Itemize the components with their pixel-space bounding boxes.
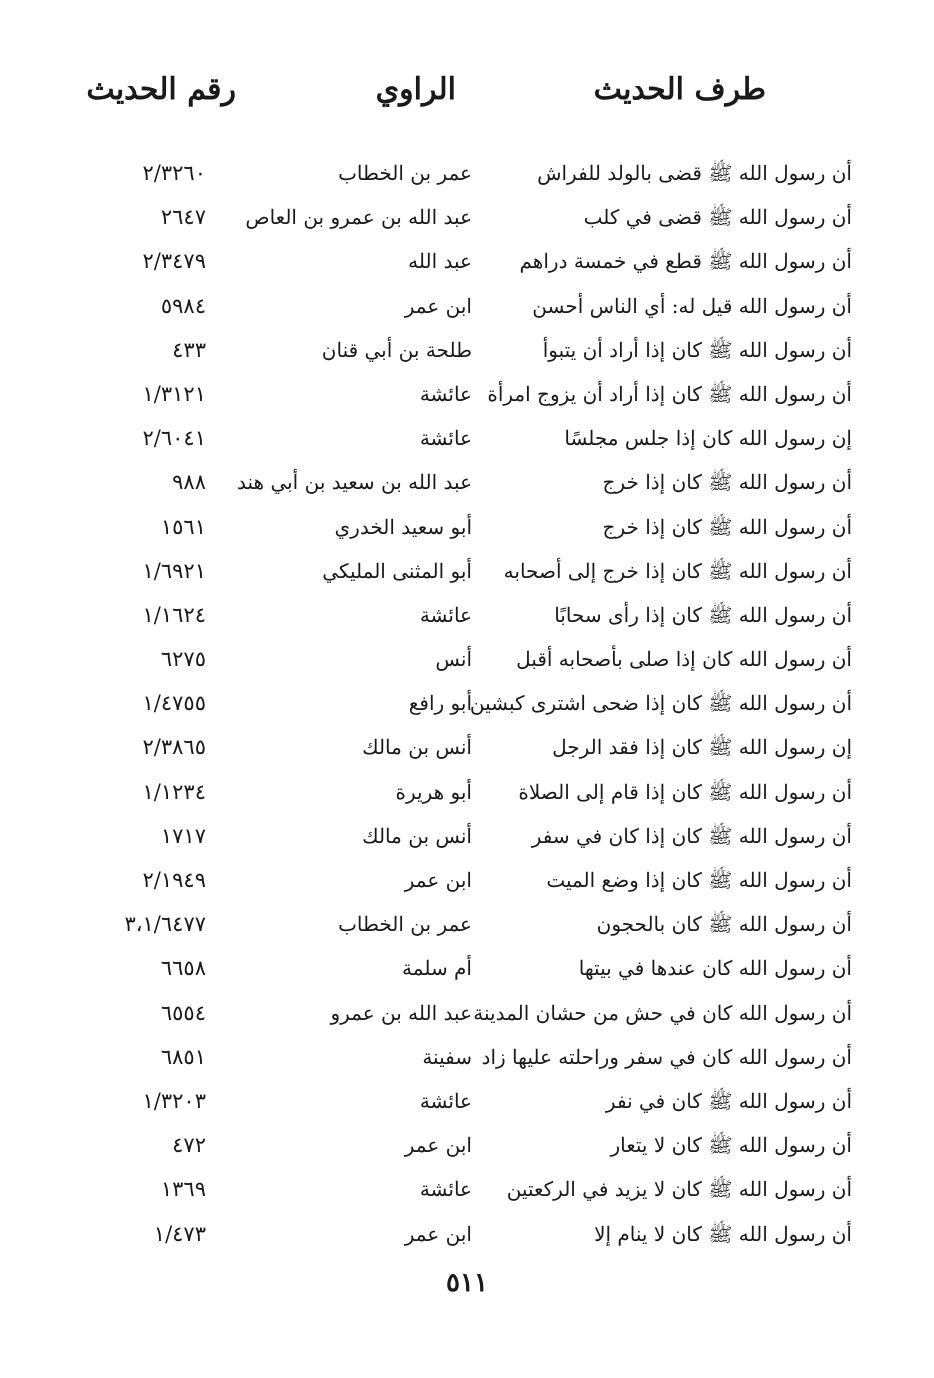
hadith-number: ١٧١٧ [160, 823, 206, 848]
index-row [0, 461, 934, 505]
hadith-number: ٦٥٥٤ [160, 1000, 206, 1025]
hadith-number: ١٣٦٩ [160, 1177, 206, 1202]
hadith-number: ١/٣٢٠٣ [142, 1088, 206, 1113]
hadith-number: ١/٤٧٥٥ [142, 691, 206, 716]
narrator-name: أنس بن مالك [362, 735, 472, 760]
hadith-text: أن رسول الله ﷺ قطع في خمسة دراهم [519, 249, 852, 274]
table-header [0, 72, 934, 128]
hadith-number: ٣،١/٦٤٧٧ [124, 912, 206, 937]
index-row [0, 373, 934, 417]
index-row [0, 506, 934, 550]
narrator-name: أنس [435, 647, 472, 672]
hadith-text: أن رسول الله كان في حش من حشان المدينة [473, 1000, 852, 1025]
hadith-text: أن رسول الله ﷺ كان لا يتعار [610, 1133, 852, 1158]
hadith-text: أن رسول الله ﷺ كان إذا أراد أن يزوج امرأة [487, 381, 852, 406]
hadith-number: ١/٣١٢١ [142, 381, 206, 406]
hadith-text: أن رسول الله ﷺ قضى بالولد للفراش [537, 161, 852, 185]
index-row [0, 152, 934, 196]
hadith-text: أن رسول الله ﷺ كان إذا خرج [602, 514, 852, 539]
hadith-text: أن رسول الله ﷺ كان في نفر [605, 1088, 852, 1113]
narrator-name: عبد الله بن عمرو بن العاص [245, 205, 472, 230]
hadith-text: أن رسول الله ﷺ كان لا يزيد في الركعتين [506, 1177, 852, 1202]
hadith-text: إن رسول الله كان إذا جلس مجلسًا [564, 426, 852, 451]
index-row [0, 815, 934, 859]
hadith-number: ٢/٣٢٦٠ [142, 161, 206, 185]
narrator-name: ابن عمر [404, 1221, 472, 1246]
hadith-text: أن رسول الله ﷺ كان إذا رأى سحابًا [554, 602, 852, 627]
index-row [0, 196, 934, 240]
hadith-text: أن رسول الله ﷺ قضى في كلب [583, 205, 852, 230]
index-row [0, 726, 934, 770]
hadith-number: ١/١٢٣٤ [142, 779, 206, 804]
hadith-number: ١٥٦١ [160, 514, 206, 539]
narrator-name: ابن عمر [404, 293, 472, 318]
narrator-name: عائشة [419, 602, 472, 627]
index-row [0, 285, 934, 329]
header-number-label: رقم الحديث [86, 72, 236, 107]
hadith-number: ٦٨٥١ [160, 1044, 206, 1069]
narrator-name: عائشة [419, 381, 472, 406]
index-row [0, 903, 934, 947]
hadith-number: ٩٨٨ [172, 470, 206, 495]
hadith-number: ٢/١٩٤٩ [142, 868, 206, 892]
index-row [0, 329, 934, 373]
narrator-name: ابن عمر [404, 1133, 472, 1158]
header-hadith-label: طرف الحديث [593, 72, 766, 107]
index-row [0, 594, 934, 638]
index-row [0, 859, 934, 903]
hadith-text: أن رسول الله ﷺ كان إذا كان في سفر [531, 823, 852, 848]
hadith-text: أن رسول الله ﷺ كان إذا خرج إلى أصحابه [503, 558, 852, 583]
narrator-name: أبو رافع [408, 691, 472, 716]
hadith-text: أن رسول الله ﷺ كان إذا وضع الميت [546, 868, 852, 892]
hadith-number: ٢/٣٨٦٥ [142, 735, 206, 760]
narrator-name: أبو المثنى المليكي [322, 558, 472, 583]
narrator-name: أبو هريرة [395, 779, 472, 804]
narrator-name: عبد الله [408, 249, 472, 274]
hadith-number: ٢/٦٠٤١ [142, 426, 206, 451]
hadith-text: أن رسول الله قيل له: أي الناس أحسن [532, 293, 852, 318]
narrator-name: عبد الله بن سعيد بن أبي هند [237, 470, 472, 495]
hadith-text: أن رسول الله ﷺ كان إذا ضحى اشترى كبشين [469, 691, 852, 716]
hadith-number: ١/٦٩٢١ [142, 558, 206, 583]
narrator-name: طلحة بن أبي قنان [321, 337, 472, 362]
narrator-name: أم سلمة [402, 956, 472, 981]
hadith-number: ٦٢٧٥ [160, 647, 206, 672]
hadith-number: ٤٧٢ [172, 1133, 206, 1158]
hadith-text: أن رسول الله ﷺ كان إذا خرج [602, 470, 852, 495]
index-row [0, 947, 934, 991]
hadith-text: أن رسول الله ﷺ كان لا ينام إلا [594, 1221, 852, 1246]
hadith-number: ١/١٦٢٤ [142, 602, 206, 627]
header-narrator-label: الراوي [375, 72, 456, 107]
narrator-name: عمر بن الخطاب [338, 161, 472, 185]
hadith-number: ١/٤٧٣ [153, 1221, 206, 1246]
index-row [0, 1168, 934, 1212]
index-row [0, 417, 934, 461]
hadith-number: ٢/٣٤٧٩ [142, 249, 206, 274]
hadith-number: ٥٩٨٤ [160, 293, 206, 318]
index-row [0, 771, 934, 815]
index-row [0, 1036, 934, 1080]
narrator-name: عمر بن الخطاب [338, 912, 472, 937]
page-number: ٥١١ [446, 1268, 488, 1298]
hadith-number: ٦٦٥٨ [160, 956, 206, 981]
narrator-name: سفينة [422, 1044, 472, 1069]
narrator-name: عبد الله بن عمرو [330, 1000, 472, 1025]
hadith-text: أن رسول الله كان إذا صلى بأصحابه أقبل [516, 647, 852, 672]
index-row [0, 1080, 934, 1124]
index-row [0, 682, 934, 726]
hadith-number: ٤٣٣ [172, 337, 206, 362]
hadith-number: ٢٦٤٧ [160, 205, 206, 230]
hadith-text: أن رسول الله ﷺ كان إذا أراد أن يتبوأ [542, 337, 852, 362]
hadith-index-list [0, 152, 934, 1257]
narrator-name: أبو سعيد الخدري [334, 514, 472, 539]
narrator-name: أنس بن مالك [362, 823, 472, 848]
hadith-text: إن رسول الله ﷺ كان إذا فقد الرجل [552, 735, 852, 760]
hadith-text: أن رسول الله ﷺ كان بالحجون [596, 912, 852, 937]
index-row [0, 638, 934, 682]
index-row [0, 1124, 934, 1168]
narrator-name: عائشة [419, 1177, 472, 1202]
narrator-name: عائشة [419, 1088, 472, 1113]
narrator-name: ابن عمر [404, 868, 472, 892]
index-row [0, 550, 934, 594]
index-row [0, 992, 934, 1036]
hadith-text: أن رسول الله كان عندها في بيتها [578, 956, 852, 981]
hadith-text: أن رسول الله ﷺ كان إذا قام إلى الصلاة [518, 779, 852, 804]
hadith-text: أن رسول الله كان في سفر وراحلته عليها زاد [481, 1044, 852, 1069]
index-row [0, 240, 934, 284]
narrator-name: عائشة [419, 426, 472, 451]
index-row [0, 1213, 934, 1257]
